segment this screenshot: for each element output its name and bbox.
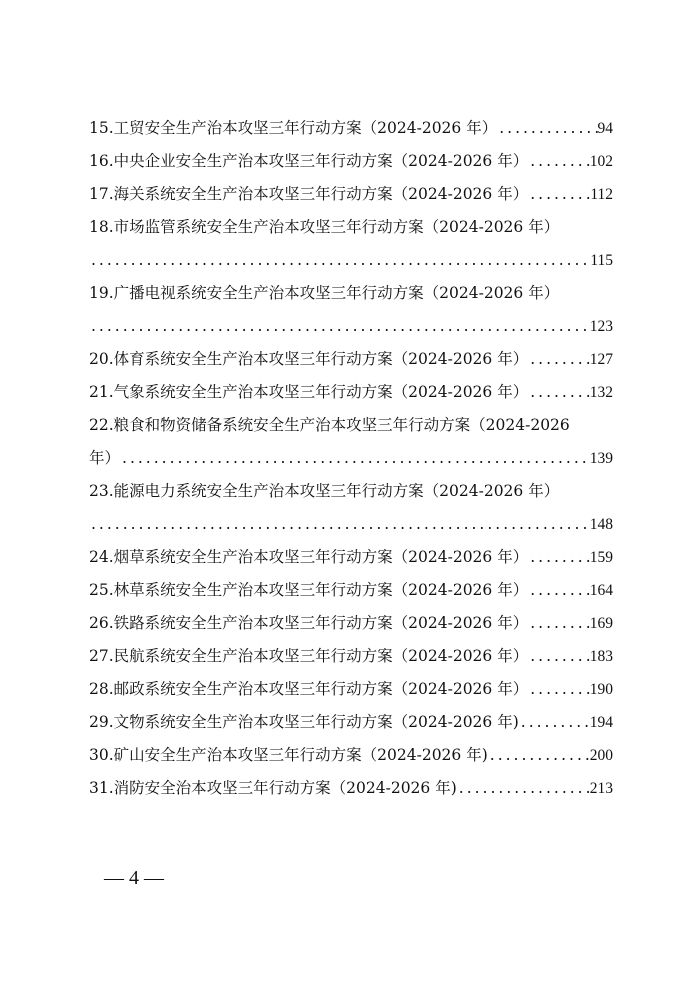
toc-entry-title: 23.能源电力系统安全生产治本攻坚三年行动方案（2024-2026 年） [89,482,560,500]
toc-entry[interactable] [89,607,613,640]
toc-entry-title: 15.工贸安全生产治本攻坚三年行动方案（2024-2026 年） [89,119,498,137]
dot-leader [528,376,590,409]
toc-entry[interactable] [89,277,613,343]
dot-leader [528,178,590,211]
dot-leader [528,343,590,376]
toc-entry-title: 30.矿山安全生产治本攻坚三年行动方案（2024-2026 年) [89,746,488,764]
dot-leader [488,739,590,772]
toc-entry[interactable] [89,112,613,145]
toc-entry-title: 26.铁路系统安全生产治本攻坚三年行动方案（2024-2026 年） [89,614,529,632]
toc-entry-page: 132 [589,384,613,401]
toc-entry-page: 123 [589,318,613,335]
toc-entry-title: 25.林草系统安全生产治本攻坚三年行动方案（2024-2026 年） [89,581,529,599]
dot-leader [519,706,590,739]
toc-entry-page: 200 [589,747,613,764]
toc-entry[interactable] [89,673,613,706]
dot-leader [89,508,590,541]
toc-entry[interactable] [89,178,613,211]
toc-entry[interactable] [89,541,613,574]
toc-entry[interactable] [89,739,613,772]
toc-entry-page: 194 [589,714,613,731]
toc-entry-title: 27.民航系统安全生产治本攻坚三年行动方案（2024-2026 年） [89,647,529,665]
toc-entry[interactable] [89,376,613,409]
toc-entry-title: 29.文物系统安全生产治本攻坚三年行动方案（2024-2026 年) [89,713,519,731]
toc-entry[interactable] [89,409,613,475]
toc-entry[interactable] [89,145,613,178]
dot-leader [528,640,590,673]
toc-entry[interactable] [89,343,613,376]
toc-entry-title: 16.中央企业安全生产治本攻坚三年行动方案（2024-2026 年） [89,152,529,170]
toc-entry-page: 148 [589,516,613,533]
toc-entry-page: 169 [589,615,613,632]
toc-entry-title: 17.海关系统安全生产治本攻坚三年行动方案（2024-2026 年） [89,185,529,203]
dot-leader [89,244,590,277]
toc-entry[interactable] [89,640,613,673]
table-of-contents [89,112,613,805]
toc-entry[interactable] [89,475,613,541]
toc-entry-title: 28.邮政系统安全生产治本攻坚三年行动方案（2024-2026 年） [89,680,529,698]
toc-entry-title: 31.消防安全治本攻坚三年行动方案（2024-2026 年) [89,779,457,797]
toc-entry-page: 159 [589,549,613,566]
toc-entry-title: 24.烟草系统安全生产治本攻坚三年行动方案（2024-2026 年） [89,548,529,566]
dot-leader [457,772,590,805]
toc-entry[interactable] [89,211,613,277]
toc-entry-page: 112 [590,186,613,203]
toc-entry-page: 190 [589,681,613,698]
toc-entry-page: 213 [589,780,613,797]
toc-entry-page: 127 [589,351,613,368]
toc-entry-page: 139 [589,450,613,467]
dot-leader [528,673,590,706]
toc-entry[interactable] [89,772,613,805]
toc-entry-page: 164 [589,582,613,599]
toc-entry-title: 18.市场监管系统安全生产治本攻坚三年行动方案（2024-2026 年） [89,218,560,236]
toc-entry-title: 22.粮食和物资储备系统安全生产治本攻坚三年行动方案（2024-2026 [89,416,570,434]
toc-entry-title: 20.体育系统安全生产治本攻坚三年行动方案（2024-2026 年） [89,350,529,368]
page-number: — 4 — [104,867,164,889]
dot-leader [528,607,590,640]
toc-entry-page: 94 [597,120,613,137]
toc-entry-page: 115 [590,252,613,269]
dot-leader [528,541,590,574]
dot-leader [528,145,590,178]
toc-entry-title: 19.广播电视系统安全生产治本攻坚三年行动方案（2024-2026 年） [89,284,560,302]
toc-entry-page: 183 [589,648,613,665]
toc-entry-title: 21.气象系统安全生产治本攻坚三年行动方案（2024-2026 年） [89,383,529,401]
dot-leader [528,574,590,607]
toc-entry[interactable] [89,706,613,739]
dot-leader [497,112,597,145]
toc-entry[interactable] [89,574,613,607]
dot-leader [120,442,590,475]
dot-leader [89,310,590,343]
toc-entry-title-continued: 年） [89,449,121,467]
toc-entry-page: 102 [589,153,613,170]
